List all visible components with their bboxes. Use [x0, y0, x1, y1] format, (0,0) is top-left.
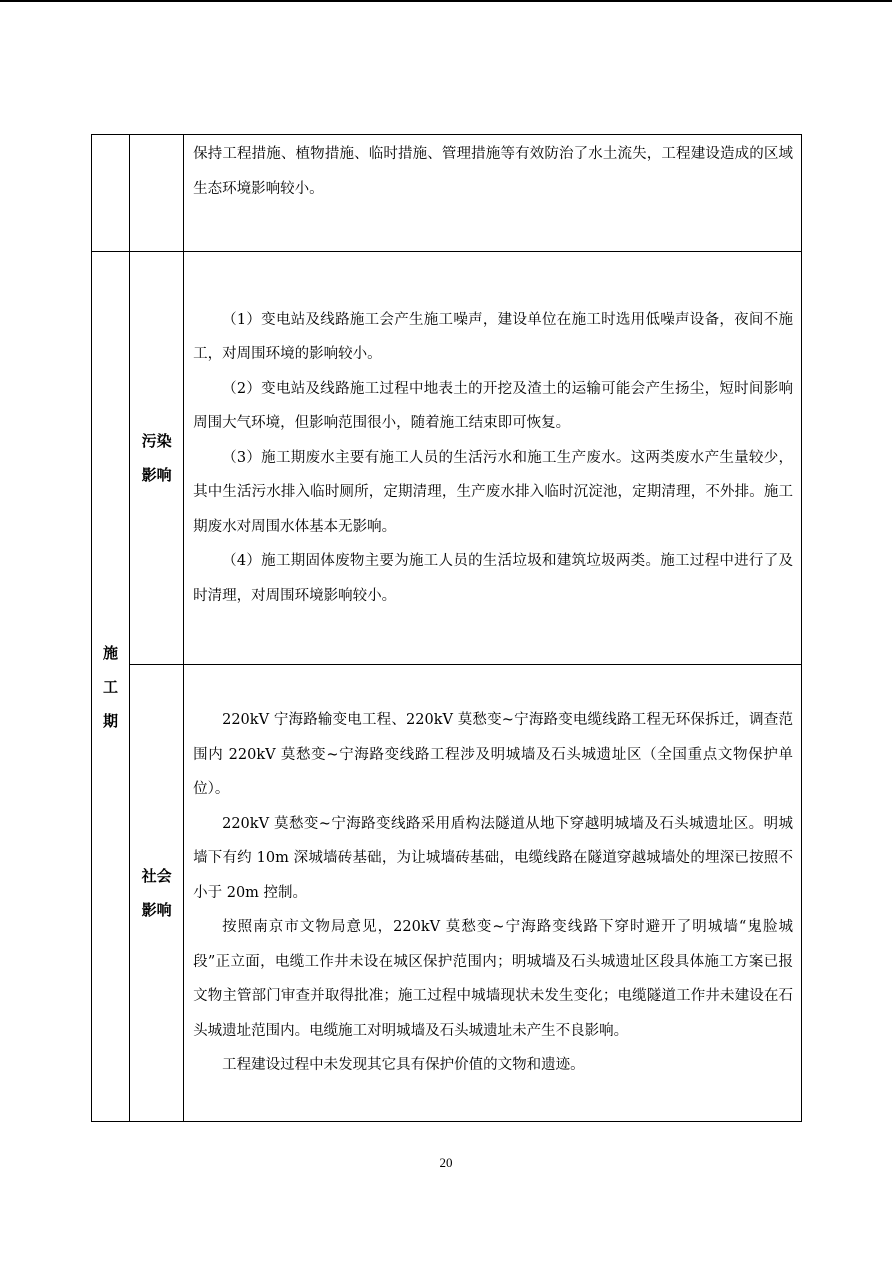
environmental-impact-table [91, 134, 802, 1122]
construction-phase-label [92, 252, 130, 1122]
phase-char: 施 [103, 643, 119, 662]
social-content-cell [184, 665, 802, 1122]
table-row-social [92, 665, 802, 1122]
ecology-content-cell [184, 135, 802, 252]
phase-cell-blank [92, 135, 130, 252]
pollution-impact-label: 污染 影响 [130, 252, 184, 665]
phase-char: 工 [103, 677, 119, 696]
pollution-content-cell [184, 252, 802, 665]
social-impact-label: 社会 影响 [130, 665, 184, 1122]
social-paragraph: 工程建设过程中未发现其它具有保护价值的文物和遗迹。 [222, 1057, 585, 1074]
social-paragraph: 220kV 宁海路输变电工程、220kV 莫愁变~宁海路变电缆线路工程无环保拆迁，调查范围内 220kV 莫愁变~宁海路变线路工程涉及明城墙及石头城遗址区（全国重点文物保护单位）。 [193, 712, 793, 798]
pollution-paragraph: （1）变电站及线路施工会产生施工噪声，建设单位在施工时选用低噪声设备，夜间不施工，对周围环境的影响较小。 [193, 311, 793, 363]
page-top-border [0, 0, 892, 2]
ecology-paragraph: 保持工程措施、植物措施、临时措施、管理措施等有效防治了水土流失，工程建设造成的区域生态环境影响较小。 [193, 146, 793, 197]
table-row-pollution [92, 252, 802, 665]
social-paragraph: 220kV 莫愁变~宁海路变线路采用盾构法隧道从地下穿越明城墙及石头城遗址区。明城墙下有约 10m 深城墙砖基础，为让城墙砖基础，电缆线路在隧道穿越城墙处的埋深已按照不小于 20m 控制。 [193, 815, 793, 901]
pollution-paragraph: （4）施工期固体废物主要为施工人员的生活垃圾和建筑垃圾两类。施工过程中进行了及时清理，对周围环境影响较小。 [193, 553, 793, 604]
social-paragraph: 按照南京市文物局意见，220kV 莫愁变~宁海路变线路下穿时避开了明城墙“鬼脸城段”正立面，电缆工作井未设在城区保护范围内；明城墙及石头城遗址区段具体施工方案已报文物主管部门审查并取得批准；施工过程中城墙现状未发生变化；电缆隧道工作井未建设在石头城遗址范围内。电缆施工对明城墙及石头城遗址未产生不良影响。 [193, 919, 793, 1039]
pollution-paragraph: （2）变电站及线路施工过程中地表土的开挖及渣土的运输可能会产生扬尘，短时间影响周围大气环境，但影响范围很小，随着施工结束即可恢复。 [193, 380, 793, 432]
page-number: 20 [439, 1155, 453, 1170]
pollution-paragraph: （3）施工期废水主要有施工人员的生活污水和施工生产废水。这两类废水产生量较少，其中生活污水排入临时厕所，定期清理，生产废水排入临时沉淀池，定期清理，不外排。施工期废水对周围水体基本无影响。 [193, 449, 793, 535]
category-cell-blank [130, 135, 184, 252]
table-row-ecology-continued [92, 135, 802, 252]
phase-char: 期 [103, 711, 119, 730]
